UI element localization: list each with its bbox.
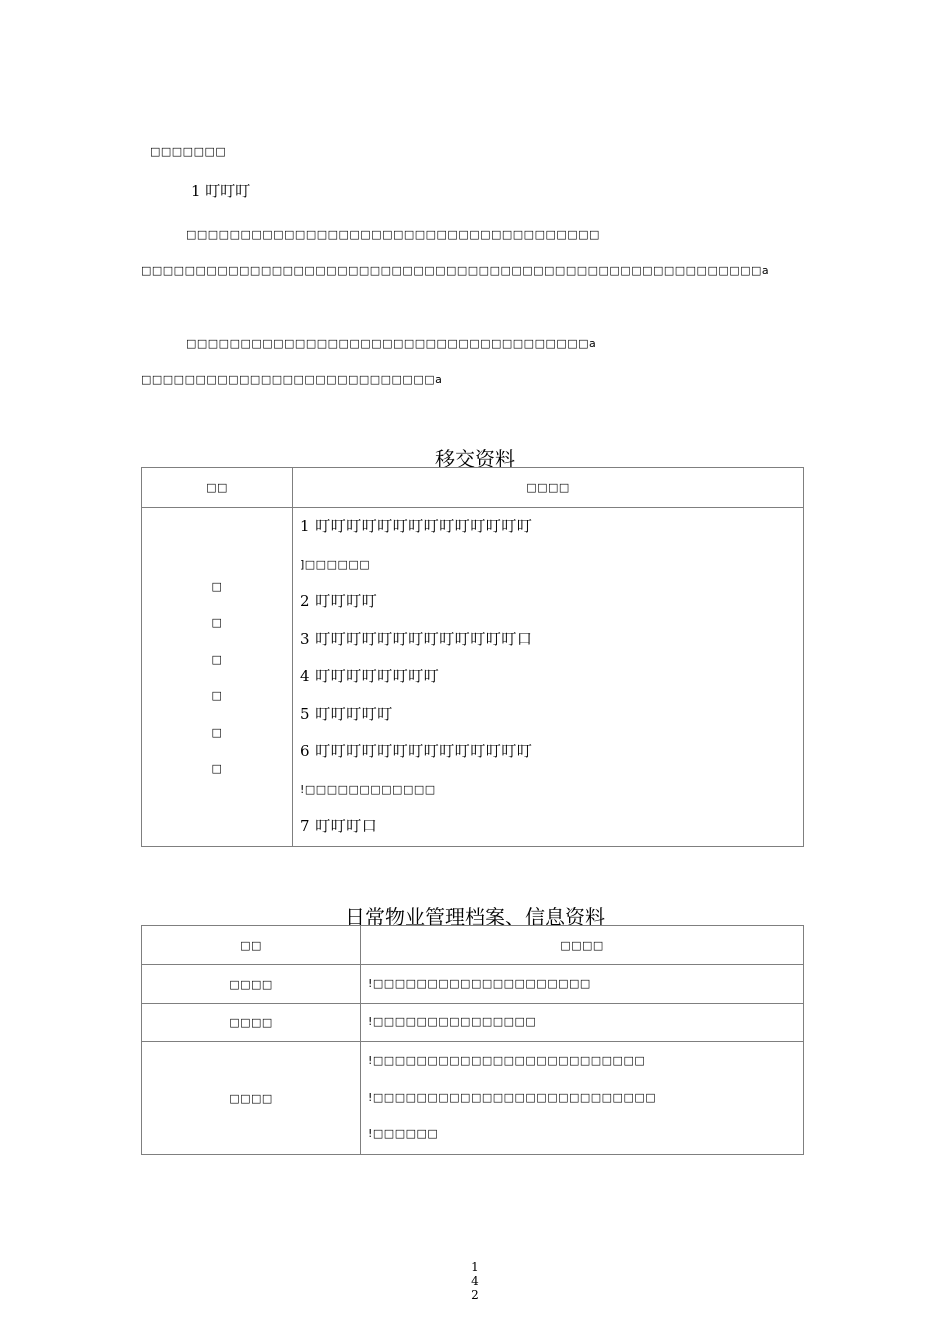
handover-table (141, 467, 804, 847)
table1-item: 3 叮叮叮叮叮叮叮叮叮叮叮叮叮口 (300, 629, 533, 648)
table1-item: 7 叮叮叮口 (300, 817, 378, 835)
table1-category-char: □ (211, 579, 223, 593)
table2-line: !□□□□□□ (368, 1127, 439, 1141)
table1-item: 6 叮叮叮叮叮叮叮叮叮叮叮叮叮叮 (300, 742, 533, 760)
table1-item: 1 叮叮叮叮叮叮叮叮叮叮叮叮叮叮 (300, 517, 533, 535)
paragraph-2-line-1: □□□□□□□□□□□□□□□□□□□□□□□□□□□□□□□□□□□□□a (186, 337, 597, 350)
table1-category-char: □ (211, 616, 223, 630)
table2-title: 日常物业管理档案、信息资料 (345, 905, 605, 929)
page-number (0, 1260, 950, 1302)
table2-line: !□□□□□□□□□□□□□□□□□□□□□□□□□ (368, 1054, 646, 1068)
archive-table (141, 925, 804, 1155)
table2-row-content (361, 965, 804, 1004)
paragraph-2-line-2: □□□□□□□□□□□□□□□□□□□□□□□□□□□a (141, 373, 443, 386)
table1-item: 2 叮叮叮叮 (300, 592, 378, 610)
table1-category-char: □ (211, 725, 223, 739)
table1-category-char: □ (211, 762, 223, 776)
table1-item: 5 叮叮叮叮叮 (300, 704, 393, 723)
table1-category-cell (142, 508, 293, 847)
table2-row-label: □□□□ (142, 1042, 361, 1155)
table2-line: !□□□□□□□□□□□□□□□ (368, 1015, 537, 1029)
table1-header-left: □□ (142, 468, 293, 508)
table2-header-right: □□□□ (361, 926, 804, 965)
table2-row-content (361, 1042, 804, 1155)
table1-title: 移交资料 (435, 447, 515, 471)
table2-row-content (361, 1004, 804, 1042)
section-heading: □□□□□□□ (150, 145, 227, 158)
paragraph-1-line-1: □□□□□□□□□□□□□□□□□□□□□□□□□□□□□□□□□□□□□□ (186, 228, 600, 241)
page-number-digit: 4 (471, 1274, 479, 1288)
table2-row-label: □□□□ (142, 1004, 361, 1042)
table1-items-cell (293, 508, 804, 847)
page-number-digit: 1 (471, 1260, 479, 1274)
page-number-digit: 2 (471, 1288, 479, 1302)
table1-item: 4 叮叮叮叮叮叮叮叮 (300, 667, 440, 685)
table1-category-char: □ (211, 652, 223, 666)
table1-item: !□□□□□□□□□□□□ (300, 782, 436, 796)
table2-row-label: □□□□ (142, 965, 361, 1004)
table1-item: ]□□□□□□ (300, 557, 371, 571)
table2-header-left: □□ (142, 926, 361, 965)
item-1: 1 叮叮叮 (191, 182, 251, 200)
table1-category-char: □ (211, 689, 223, 703)
table2-line: !□□□□□□□□□□□□□□□□□□□□ (368, 976, 591, 990)
table2-line: !□□□□□□□□□□□□□□□□□□□□□□□□□□ (368, 1090, 657, 1104)
table1-header-right: □□□□ (293, 468, 804, 508)
paragraph-1-line-2: □□□□□□□□□□□□□□□□□□□□□□□□□□□□□□□□□□□□□□□□□□□□□□□□□□□□□□□□□a (141, 264, 770, 277)
